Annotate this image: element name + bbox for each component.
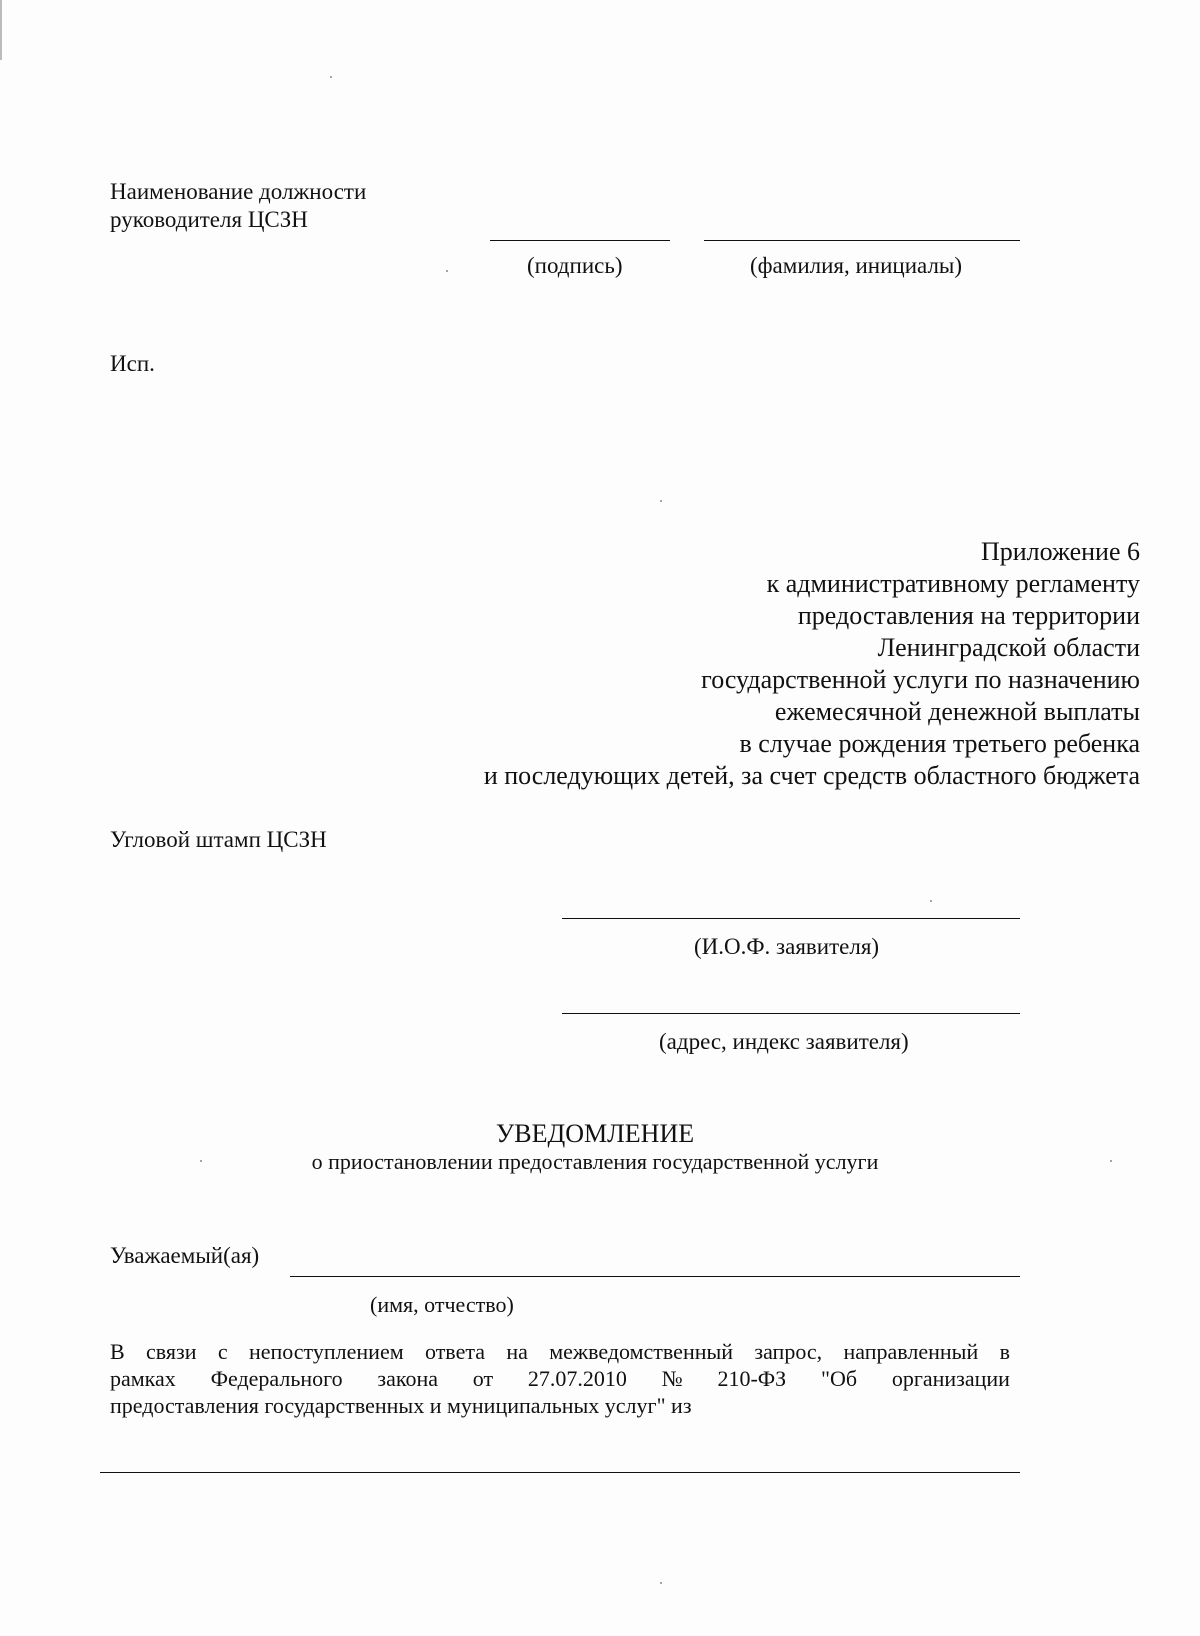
annex-line: в случае рождения третьего ребенка	[739, 729, 1140, 758]
body-word: непоступлением	[248, 1339, 404, 1364]
annex-line: к административному регламенту	[766, 569, 1140, 598]
annex-line: Ленинградской области	[877, 633, 1140, 662]
greeting-label: Уважаемый(ая)	[110, 1243, 260, 1268]
body-word: межведомственный	[549, 1339, 734, 1364]
executor-label: Исп.	[110, 351, 155, 376]
annex-line: предоставления на территории	[797, 601, 1140, 630]
body-word: №	[661, 1366, 683, 1391]
applicant-name-line	[562, 918, 1020, 919]
annex-line: Приложение 6	[980, 537, 1140, 566]
agency-fill-line	[100, 1472, 1020, 1473]
body-word: Федерального	[210, 1366, 343, 1391]
scan-speck	[330, 76, 332, 78]
greeting-caption: (имя, отчество)	[370, 1292, 514, 1317]
scan-edge-mark	[0, 0, 2, 60]
body-word: В	[110, 1339, 125, 1364]
body-word: направленный	[843, 1339, 979, 1364]
name-caption: (фамилия, инициалы)	[750, 253, 963, 278]
position-title-line1: Наименование должности	[110, 179, 367, 204]
applicant-name-caption: (И.О.Ф. заявителя)	[694, 934, 880, 959]
body-word: 210-ФЗ	[717, 1366, 787, 1391]
scan-speck	[660, 1582, 662, 1584]
body-paragraph	[110, 1338, 1010, 1419]
body-word: организации	[891, 1366, 1010, 1391]
signature-line	[490, 240, 670, 241]
annex-line: ежемесячной денежной выплаты	[774, 697, 1140, 726]
scan-speck	[930, 900, 932, 902]
notice-subtitle: о приостановлении предоставления государственной услуги	[311, 1149, 879, 1174]
applicant-address-caption: (адрес, индекс заявителя)	[659, 1029, 909, 1054]
body-word: с	[217, 1339, 228, 1364]
body-line-1	[110, 1338, 1010, 1365]
body-line-3: предоставления государственных и муниципальных услуг" из	[110, 1393, 692, 1418]
corner-stamp-label: Угловой штамп ЦСЗН	[110, 827, 327, 852]
body-word: связи	[146, 1339, 197, 1364]
scan-speck	[660, 500, 662, 502]
position-title-line2: руководителя ЦСЗН	[110, 207, 308, 232]
greeting-name-line	[290, 1276, 1020, 1277]
body-word: запрос,	[754, 1339, 823, 1364]
body-line-2	[110, 1365, 1010, 1392]
body-word: 27.07.2010	[527, 1366, 627, 1391]
name-line	[704, 240, 1020, 241]
body-word: закона	[377, 1366, 438, 1391]
body-word: в	[999, 1339, 1010, 1364]
notice-title: УВЕДОМЛЕНИЕ	[495, 1119, 695, 1148]
signature-caption: (подпись)	[527, 253, 623, 278]
scan-speck	[446, 270, 448, 272]
annex-line: государственной услуги по назначению	[701, 665, 1140, 694]
body-word: на	[506, 1339, 528, 1364]
annex-heading	[484, 536, 1140, 792]
body-word: рамках	[110, 1366, 176, 1391]
applicant-address-line	[562, 1013, 1020, 1014]
annex-line: и последующих детей, за счет средств областного бюджета	[483, 761, 1140, 790]
body-word: от	[472, 1366, 494, 1391]
body-word: "Об	[820, 1366, 858, 1391]
body-word: ответа	[424, 1339, 485, 1364]
